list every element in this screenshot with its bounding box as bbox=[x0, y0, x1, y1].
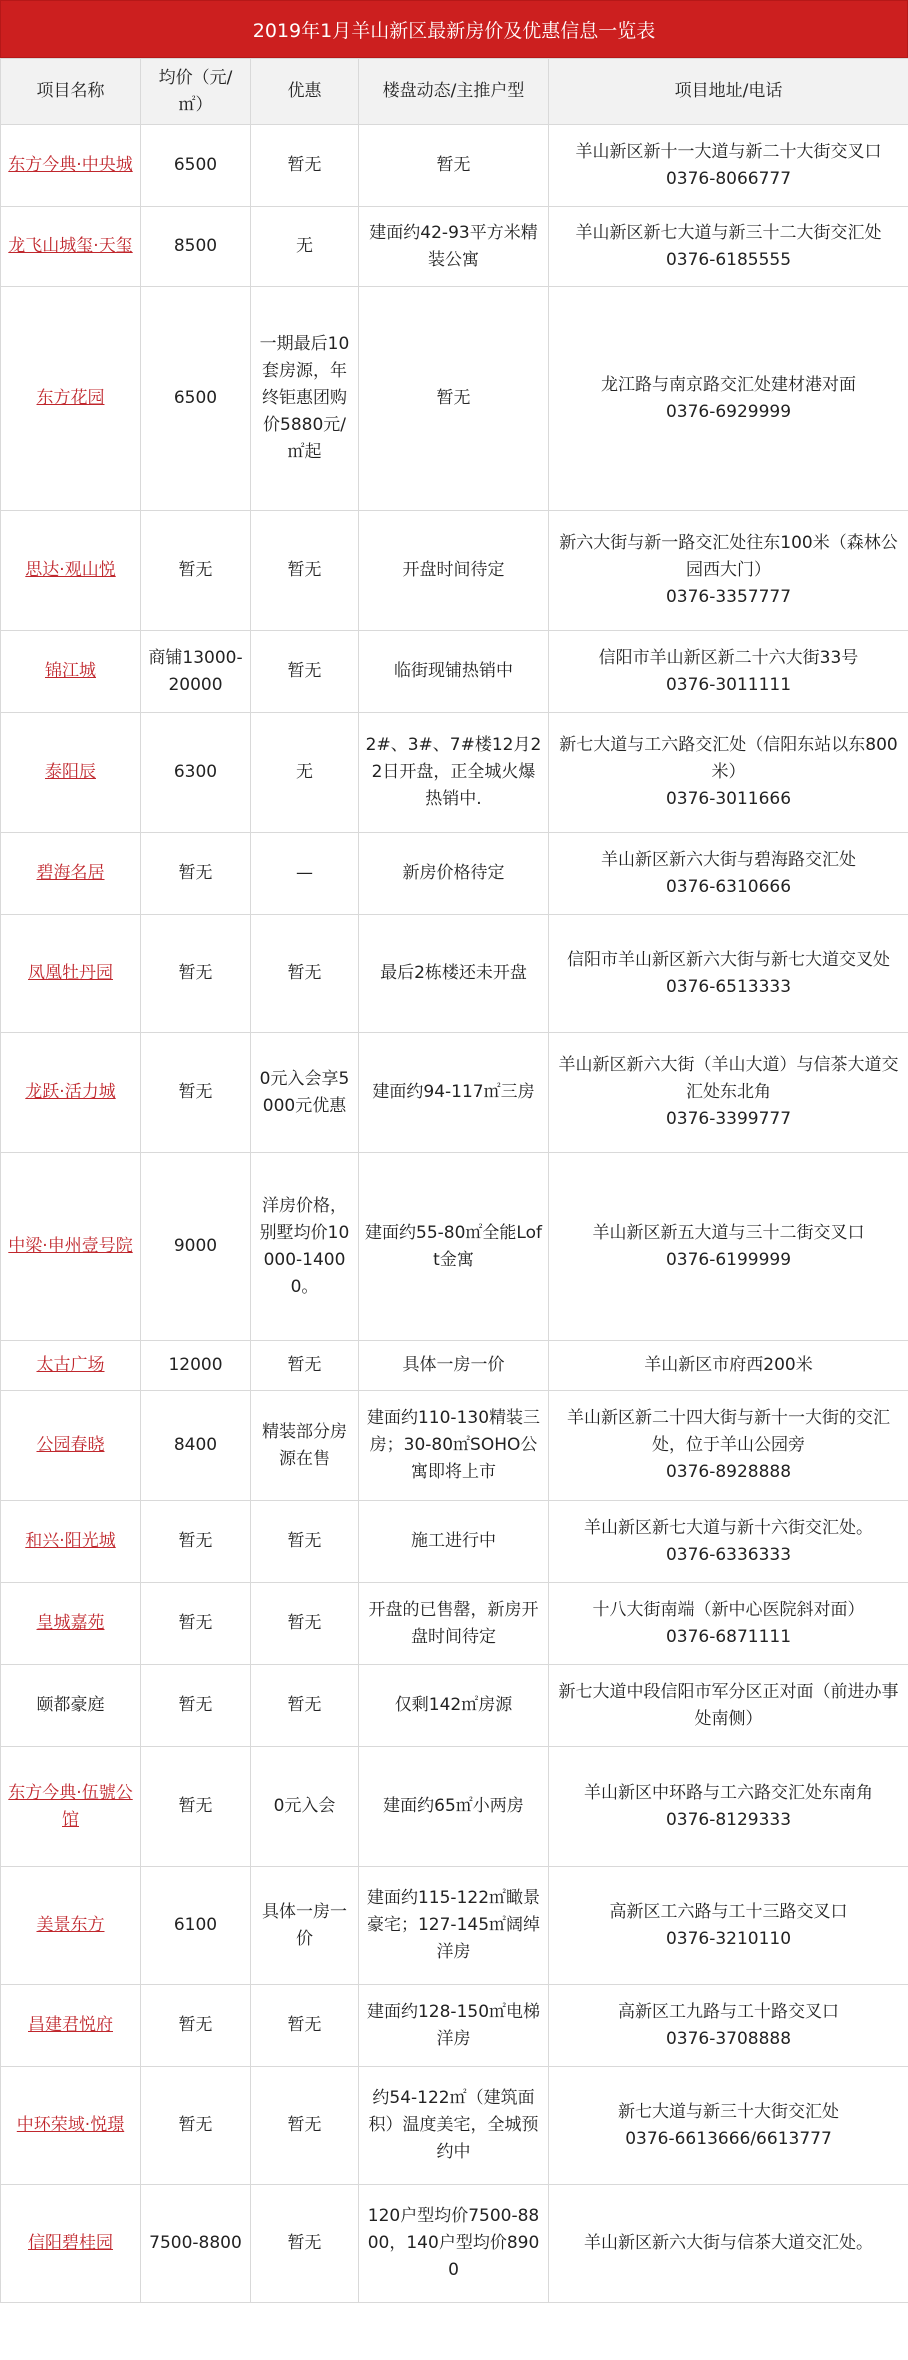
address-cell bbox=[549, 1501, 908, 1583]
table-row bbox=[1, 125, 908, 207]
table-row bbox=[1, 1033, 908, 1153]
table-row bbox=[1, 1391, 908, 1501]
price-cell: 暂无 bbox=[141, 1033, 251, 1153]
phone-text: 0376-6310666 bbox=[665, 876, 792, 897]
discount-cell: 暂无 bbox=[251, 511, 359, 631]
status-cell: 开盘时间待定 bbox=[359, 511, 549, 631]
status-cell: 最后2栋楼还未开盘 bbox=[359, 915, 549, 1033]
project-name-link[interactable]: 昌建君悦府 bbox=[1, 1985, 141, 2067]
phone-text: 0376-6185555 bbox=[665, 249, 792, 270]
address-cell bbox=[549, 207, 908, 287]
price-cell: 9000 bbox=[141, 1153, 251, 1341]
status-cell: 建面约128-150㎡电梯洋房 bbox=[359, 1985, 549, 2067]
discount-cell: 暂无 bbox=[251, 2067, 359, 2185]
table-row bbox=[1, 631, 908, 713]
discount-cell: 暂无 bbox=[251, 915, 359, 1033]
address-text: 新七大道中段信阳市军分区正对面（前进办事处南侧） bbox=[558, 1681, 899, 1729]
address-cell bbox=[549, 915, 908, 1033]
discount-cell: 无 bbox=[251, 207, 359, 287]
table-row bbox=[1, 287, 908, 511]
address-text: 羊山新区市府西200米 bbox=[644, 1355, 813, 1375]
discount-cell: 具体一房一价 bbox=[251, 1867, 359, 1985]
table-row bbox=[1, 2067, 908, 2185]
table-row bbox=[1, 1501, 908, 1583]
address-text: 高新区工九路与工十路交叉口 bbox=[618, 2001, 839, 2022]
table-row bbox=[1, 1583, 908, 1665]
project-name-link[interactable]: 龙飞山城玺·天玺 bbox=[1, 207, 141, 287]
phone-text: 0376-8928888 bbox=[665, 1462, 792, 1482]
discount-cell: 暂无 bbox=[251, 1341, 359, 1391]
price-cell: 6500 bbox=[141, 125, 251, 207]
project-name-link[interactable]: 皇城嘉苑 bbox=[1, 1583, 141, 1665]
housing-price-table bbox=[0, 58, 908, 2303]
price-cell: 8400 bbox=[141, 1391, 251, 1501]
price-cell: 暂无 bbox=[141, 1501, 251, 1583]
table-row bbox=[1, 1341, 908, 1391]
project-name-link[interactable]: 碧海名居 bbox=[1, 833, 141, 915]
price-cell: 暂无 bbox=[141, 1985, 251, 2067]
address-text: 羊山新区新五大道与三十二街交叉口 bbox=[592, 1222, 865, 1243]
discount-cell: 暂无 bbox=[251, 631, 359, 713]
phone-text: 0376-6513333 bbox=[665, 976, 792, 997]
table-row bbox=[1, 713, 908, 833]
table-row bbox=[1, 833, 908, 915]
address-cell bbox=[549, 631, 908, 713]
phone-text: 0376-3210110 bbox=[665, 1928, 792, 1949]
project-name-link[interactable]: 太古广场 bbox=[1, 1341, 141, 1391]
address-text: 羊山新区中环路与工六路交汇处东南角 bbox=[584, 1782, 873, 1803]
table-row bbox=[1, 1747, 908, 1867]
status-cell: 暂无 bbox=[359, 287, 549, 511]
discount-cell: 精装部分房源在售 bbox=[251, 1391, 359, 1501]
price-cell: 6300 bbox=[141, 713, 251, 833]
status-cell: 2#、3#、7#楼12月22日开盘，正全城火爆热销中. bbox=[359, 713, 549, 833]
address-text: 羊山新区新六大街（羊山大道）与信茶大道交汇处东北角 bbox=[558, 1055, 899, 1102]
address-text: 新六大街与新一路交汇处往东100米（森林公园西大门） bbox=[559, 533, 898, 580]
phone-text: 0376-6613666/6613777 bbox=[625, 2128, 832, 2149]
phone-text: 0376-3011111 bbox=[665, 674, 792, 695]
address-text: 羊山新区新六大街与信茶大道交汇处。 bbox=[584, 2233, 873, 2253]
phone-text: 0376-3011666 bbox=[665, 789, 792, 809]
discount-cell: 0元入会 bbox=[251, 1747, 359, 1867]
address-cell bbox=[549, 1153, 908, 1341]
discount-cell: — bbox=[251, 833, 359, 915]
phone-text: 0376-6871111 bbox=[665, 1626, 792, 1647]
project-name-link[interactable]: 凤凰牡丹园 bbox=[1, 915, 141, 1033]
header-row bbox=[1, 59, 908, 125]
price-cell: 暂无 bbox=[141, 2067, 251, 2185]
address-text: 新七大道与工六路交汇处（信阳东站以东800米） bbox=[559, 735, 898, 782]
address-text: 羊山新区新六大街与碧海路交汇处 bbox=[601, 849, 856, 870]
table-row bbox=[1, 511, 908, 631]
address-cell bbox=[549, 1391, 908, 1501]
address-text: 羊山新区新十一大道与新二十大街交叉口 bbox=[575, 141, 882, 162]
address-text: 高新区工六路与工十三路交叉口 bbox=[609, 1901, 848, 1922]
project-name-link[interactable]: 中环荣域·悦璟 bbox=[1, 2067, 141, 2185]
discount-cell: 暂无 bbox=[251, 1501, 359, 1583]
discount-cell: 洋房价格，别墅均价10000-14000。 bbox=[251, 1153, 359, 1341]
address-text: 羊山新区新七大道与新三十二大街交汇处 bbox=[575, 222, 882, 243]
price-cell: 暂无 bbox=[141, 1665, 251, 1747]
address-cell bbox=[549, 125, 908, 207]
project-name-text: 颐都豪庭 bbox=[1, 1665, 141, 1747]
project-name-link[interactable]: 锦江城 bbox=[1, 631, 141, 713]
table-row bbox=[1, 2185, 908, 2303]
address-cell bbox=[549, 1341, 908, 1391]
project-name-link[interactable]: 思达·观山悦 bbox=[1, 511, 141, 631]
header-avg-price: 均价（元/㎡） bbox=[141, 59, 251, 125]
table-title: 2019年1月羊山新区最新房价及优惠信息一览表 bbox=[0, 0, 908, 58]
discount-cell: 暂无 bbox=[251, 1583, 359, 1665]
table-row bbox=[1, 207, 908, 287]
status-cell: 建面约94-117㎡三房 bbox=[359, 1033, 549, 1153]
phone-text: 0376-8129333 bbox=[665, 1809, 792, 1830]
phone-text: 0376-6336333 bbox=[665, 1544, 792, 1565]
address-text: 羊山新区新七大道与新十六街交汇处。 bbox=[584, 1517, 873, 1538]
address-cell bbox=[549, 1033, 908, 1153]
discount-cell: 无 bbox=[251, 713, 359, 833]
project-name-link[interactable]: 公园春晓 bbox=[1, 1391, 141, 1501]
address-cell bbox=[549, 833, 908, 915]
address-text: 新七大道与新三十大街交汇处 bbox=[618, 2101, 839, 2122]
header-project-name: 项目名称 bbox=[1, 59, 141, 125]
status-cell: 施工进行中 bbox=[359, 1501, 549, 1583]
price-cell: 7500-8800 bbox=[141, 2185, 251, 2303]
status-cell: 仅剩142㎡房源 bbox=[359, 1665, 549, 1747]
header-status: 楼盘动态/主推户型 bbox=[359, 59, 549, 125]
status-cell: 建面约110-130精装三房；30-80㎡SOHO公寓即将上市 bbox=[359, 1391, 549, 1501]
address-text: 信阳市羊山新区新二十六大街33号 bbox=[598, 647, 859, 668]
project-name-link[interactable]: 东方花园 bbox=[1, 287, 141, 511]
price-cell: 暂无 bbox=[141, 1747, 251, 1867]
price-cell: 暂无 bbox=[141, 915, 251, 1033]
address-cell bbox=[549, 1665, 908, 1747]
header-discount: 优惠 bbox=[251, 59, 359, 125]
discount-cell: 暂无 bbox=[251, 2185, 359, 2303]
project-name-link[interactable]: 泰阳辰 bbox=[1, 713, 141, 833]
project-name-link[interactable]: 龙跃·活力城 bbox=[1, 1033, 141, 1153]
status-cell: 120户型均价7500-8800，140户型均价8900 bbox=[359, 2185, 549, 2303]
status-cell: 建面约115-122㎡瞰景豪宅；127-145㎡阔绰洋房 bbox=[359, 1867, 549, 1985]
project-name-link[interactable]: 东方今典·中央城 bbox=[1, 125, 141, 207]
status-cell: 建面约55-80㎡全能Loft金寓 bbox=[359, 1153, 549, 1341]
address-cell bbox=[549, 2067, 908, 2185]
status-cell: 约54-122㎡（建筑面积）温度美宅，全城预约中 bbox=[359, 2067, 549, 2185]
project-name-link[interactable]: 和兴·阳光城 bbox=[1, 1501, 141, 1583]
address-cell bbox=[549, 1747, 908, 1867]
discount-cell: 0元入会享5000元优惠 bbox=[251, 1033, 359, 1153]
address-text: 十八大街南端（新中心医院斜对面） bbox=[592, 1599, 865, 1620]
price-cell: 6500 bbox=[141, 287, 251, 511]
price-cell: 暂无 bbox=[141, 511, 251, 631]
project-name-link[interactable]: 信阳碧桂园 bbox=[1, 2185, 141, 2303]
table-row bbox=[1, 915, 908, 1033]
price-cell: 6100 bbox=[141, 1867, 251, 1985]
address-cell bbox=[549, 713, 908, 833]
status-cell: 具体一房一价 bbox=[359, 1341, 549, 1391]
phone-text: 0376-3708888 bbox=[665, 2028, 792, 2049]
status-cell: 建面约42-93平方米精装公寓 bbox=[359, 207, 549, 287]
status-cell: 新房价格待定 bbox=[359, 833, 549, 915]
table-row bbox=[1, 1867, 908, 1985]
address-text: 羊山新区新二十四大街与新十一大街的交汇处，位于羊山公园旁 bbox=[567, 1408, 890, 1455]
phone-text: 0376-6929999 bbox=[665, 401, 792, 422]
status-cell: 开盘的已售罄，新房开盘时间待定 bbox=[359, 1583, 549, 1665]
discount-cell: 暂无 bbox=[251, 1665, 359, 1747]
address-cell bbox=[549, 287, 908, 511]
phone-text: 0376-8066777 bbox=[665, 168, 792, 189]
discount-cell: 暂无 bbox=[251, 1985, 359, 2067]
status-cell: 建面约65㎡小两房 bbox=[359, 1747, 549, 1867]
table-row bbox=[1, 1153, 908, 1341]
discount-cell: 一期最后10套房源，年终钜惠团购价5880元/㎡起 bbox=[251, 287, 359, 511]
table-row bbox=[1, 1985, 908, 2067]
address-text: 信阳市羊山新区新六大街与新七大道交叉处 bbox=[567, 949, 890, 970]
price-cell: 暂无 bbox=[141, 1583, 251, 1665]
address-cell bbox=[549, 511, 908, 631]
discount-cell: 暂无 bbox=[251, 125, 359, 207]
address-cell bbox=[549, 2185, 908, 2303]
header-address-phone: 项目地址/电话 bbox=[549, 59, 908, 125]
price-cell: 暂无 bbox=[141, 833, 251, 915]
price-cell: 12000 bbox=[141, 1341, 251, 1391]
price-cell: 商铺13000-20000 bbox=[141, 631, 251, 713]
status-cell: 暂无 bbox=[359, 125, 549, 207]
phone-text: 0376-3399777 bbox=[665, 1109, 792, 1129]
phone-text: 0376-3357777 bbox=[665, 587, 792, 607]
address-cell bbox=[549, 1985, 908, 2067]
address-text: 龙江路与南京路交汇处建材港对面 bbox=[601, 374, 856, 395]
address-cell bbox=[549, 1867, 908, 1985]
status-cell: 临街现铺热销中 bbox=[359, 631, 549, 713]
project-name-link[interactable]: 中梁·申州壹号院 bbox=[1, 1153, 141, 1341]
price-cell: 8500 bbox=[141, 207, 251, 287]
table-row bbox=[1, 1665, 908, 1747]
project-name-link[interactable]: 美景东方 bbox=[1, 1867, 141, 1985]
phone-text: 0376-6199999 bbox=[665, 1249, 792, 1270]
address-cell bbox=[549, 1583, 908, 1665]
project-name-link[interactable]: 东方今典·伍號公馆 bbox=[1, 1747, 141, 1867]
